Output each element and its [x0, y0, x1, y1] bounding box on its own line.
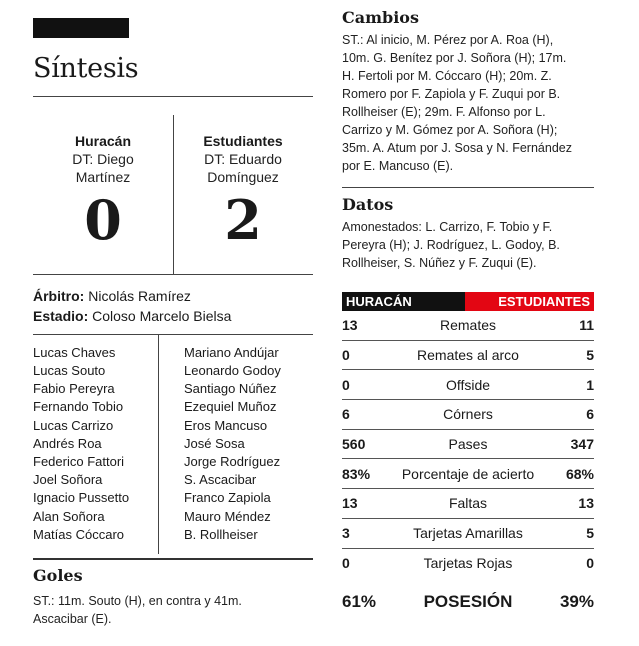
- list-item: José Sosa: [184, 435, 245, 451]
- possession-label: POSESIÓN: [423, 592, 513, 612]
- stat-label: Remates: [439, 317, 497, 334]
- away-value: 11: [579, 317, 594, 334]
- away-value: 0: [586, 555, 594, 572]
- list-item: Lucas Carrizo: [33, 417, 114, 433]
- text-line: 10m. G. Benítez por J. Soñora (H); 17m.: [342, 51, 567, 65]
- home-lineup: [33, 335, 173, 554]
- away-value: 68%: [565, 465, 594, 482]
- away-coach-line1: DT: Eduardo: [204, 150, 282, 167]
- table-row: [342, 370, 594, 400]
- list-item: Mariano Andújar: [184, 344, 279, 360]
- table-row: [342, 519, 594, 549]
- list-item: Jorge Rodríguez: [184, 453, 281, 469]
- goals-text: [33, 592, 313, 628]
- text-line: 35m. A. Atum por J. Sosa y N. Fernández: [342, 141, 572, 155]
- home-value: 3: [342, 525, 350, 542]
- list-item: Santiago Núñez: [184, 381, 277, 397]
- goals-title: Goles: [33, 565, 83, 585]
- table-row: [342, 489, 594, 519]
- away-value: 347: [570, 436, 594, 453]
- text-line: Carrizo y M. Gómez por A. Soñora (H);: [342, 123, 558, 137]
- text-line: Rollheiser, S. Núñez y F. Zuqui (E).: [342, 256, 537, 270]
- scoreboard-bottom-divider: [33, 274, 313, 275]
- home-value: 0: [342, 376, 350, 393]
- list-item: Mauro Méndez: [184, 508, 271, 524]
- stat-label: Tarjetas Rojas: [423, 555, 513, 572]
- table-row: [342, 430, 594, 460]
- section-marker-bar: [33, 18, 129, 38]
- list-item: Lucas Chaves: [33, 344, 116, 360]
- away-team: [173, 115, 313, 274]
- list-item: Leonardo Godoy: [184, 362, 281, 378]
- details-column: [342, 8, 594, 612]
- table-row: [342, 400, 594, 430]
- list-item: Alan Soñora: [33, 508, 105, 524]
- table-row: [342, 311, 594, 341]
- list-item: Andrés Roa: [33, 435, 102, 451]
- summary-column: [33, 18, 313, 628]
- away-value: 5: [586, 347, 594, 364]
- list-item: Joel Soñora: [33, 472, 103, 488]
- away-lineup: [173, 335, 313, 554]
- stat-label: Córners: [443, 406, 493, 423]
- changes-section: [342, 8, 594, 181]
- stat-label: Offside: [445, 376, 491, 393]
- scoreboard-divider: [173, 115, 174, 274]
- away-score: 2: [224, 187, 262, 252]
- home-team: [33, 115, 173, 274]
- stat-label: Faltas: [448, 495, 488, 512]
- referee-label: Árbitro:: [33, 287, 85, 304]
- list-item: B. Rollheiser: [184, 526, 258, 542]
- data-section: [342, 195, 594, 278]
- lineups-divider: [158, 335, 159, 554]
- home-coach-line2: Martínez: [75, 168, 131, 185]
- text-line: ST.: Al inicio, M. Pérez por A. Roa (H),: [342, 33, 554, 47]
- stats-header: [342, 292, 594, 311]
- match-info: [33, 286, 313, 326]
- list-item: Lucas Souto: [33, 362, 106, 378]
- stats-away-label: ESTUDIANTES: [465, 292, 594, 311]
- list-item: Ignacio Pussetto: [33, 490, 130, 506]
- title-divider: [33, 96, 313, 97]
- data-title: Datos: [342, 195, 394, 214]
- stadium-label: Estadio:: [33, 307, 89, 324]
- stat-label: Porcentaje de acierto: [401, 465, 535, 482]
- list-item: Federico Fattori: [33, 453, 125, 469]
- text-line: Romero por F. Zapiola y F. Zuqui por B.: [342, 87, 561, 101]
- scoreboard: [33, 115, 313, 274]
- home-possession: 61%: [342, 592, 377, 612]
- stat-label: Remates al arco: [417, 347, 519, 364]
- possession-row: [342, 592, 594, 612]
- table-row: [342, 549, 594, 579]
- section-divider: [342, 187, 594, 188]
- away-value: 5: [586, 525, 594, 542]
- text-line: Pereyra (H); J. Rodríguez, L. Godoy, B.: [342, 238, 560, 252]
- away-value: 6: [586, 406, 594, 423]
- away-value: 1: [586, 376, 594, 393]
- goals-section: [33, 558, 313, 628]
- text-line: Amonestados: L. Carrizo, F. Tobio y F.: [342, 220, 553, 234]
- list-item: Ezequiel Muñoz: [184, 399, 277, 415]
- away-value: 13: [578, 495, 594, 512]
- list-item: Fernando Tobio: [33, 399, 124, 415]
- stadium-line: [33, 306, 313, 326]
- home-value: 0: [342, 347, 350, 364]
- referee-line: [33, 286, 313, 306]
- text-line: Ascacibar (E).: [33, 611, 112, 626]
- away-coach-line2: Domínguez: [207, 168, 279, 185]
- data-text: [342, 218, 594, 272]
- table-row: [342, 341, 594, 371]
- stat-label: Tarjetas Amarillas: [413, 525, 523, 542]
- list-item: Franco Zapiola: [184, 490, 271, 506]
- away-possession: 39%: [559, 592, 594, 612]
- list-item: Matías Cóccaro: [33, 526, 125, 542]
- changes-text: [342, 31, 594, 175]
- stat-label: Pases: [448, 436, 488, 453]
- lineups: [33, 334, 313, 554]
- page-title: Síntesis: [33, 53, 139, 84]
- text-line: H. Fertoli por M. Cóccaro (H); 20m. Z.: [342, 69, 552, 83]
- home-team-name: Huracán: [74, 132, 132, 149]
- home-value: 560: [342, 436, 366, 453]
- text-line: ST.: 11m. Souto (H), en contra y 41m.: [33, 593, 242, 608]
- list-item: Fabio Pereyra: [33, 381, 115, 397]
- home-score: 0: [84, 187, 122, 252]
- home-value: 83%: [342, 465, 371, 482]
- home-coach-line1: DT: Diego: [72, 150, 134, 167]
- stats-home-label: HURACÁN: [342, 292, 465, 311]
- table-row: [342, 459, 594, 489]
- stats-table: [342, 311, 594, 578]
- referee-name: Nicolás Ramírez: [88, 287, 191, 304]
- stadium-name: Coloso Marcelo Bielsa: [92, 307, 232, 324]
- list-item: S. Ascacibar: [184, 472, 257, 488]
- home-value: 13: [342, 495, 358, 512]
- home-value: 0: [342, 555, 350, 572]
- home-value: 6: [342, 406, 350, 423]
- home-value: 13: [342, 317, 358, 334]
- list-item: Eros Mancuso: [184, 417, 268, 433]
- text-line: por E. Mancuso (E).: [342, 159, 454, 173]
- text-line: Rollheiser (E); 29m. F. Alfonso por L.: [342, 105, 546, 119]
- away-team-name: Estudiantes: [203, 132, 283, 149]
- changes-title: Cambios: [342, 8, 419, 27]
